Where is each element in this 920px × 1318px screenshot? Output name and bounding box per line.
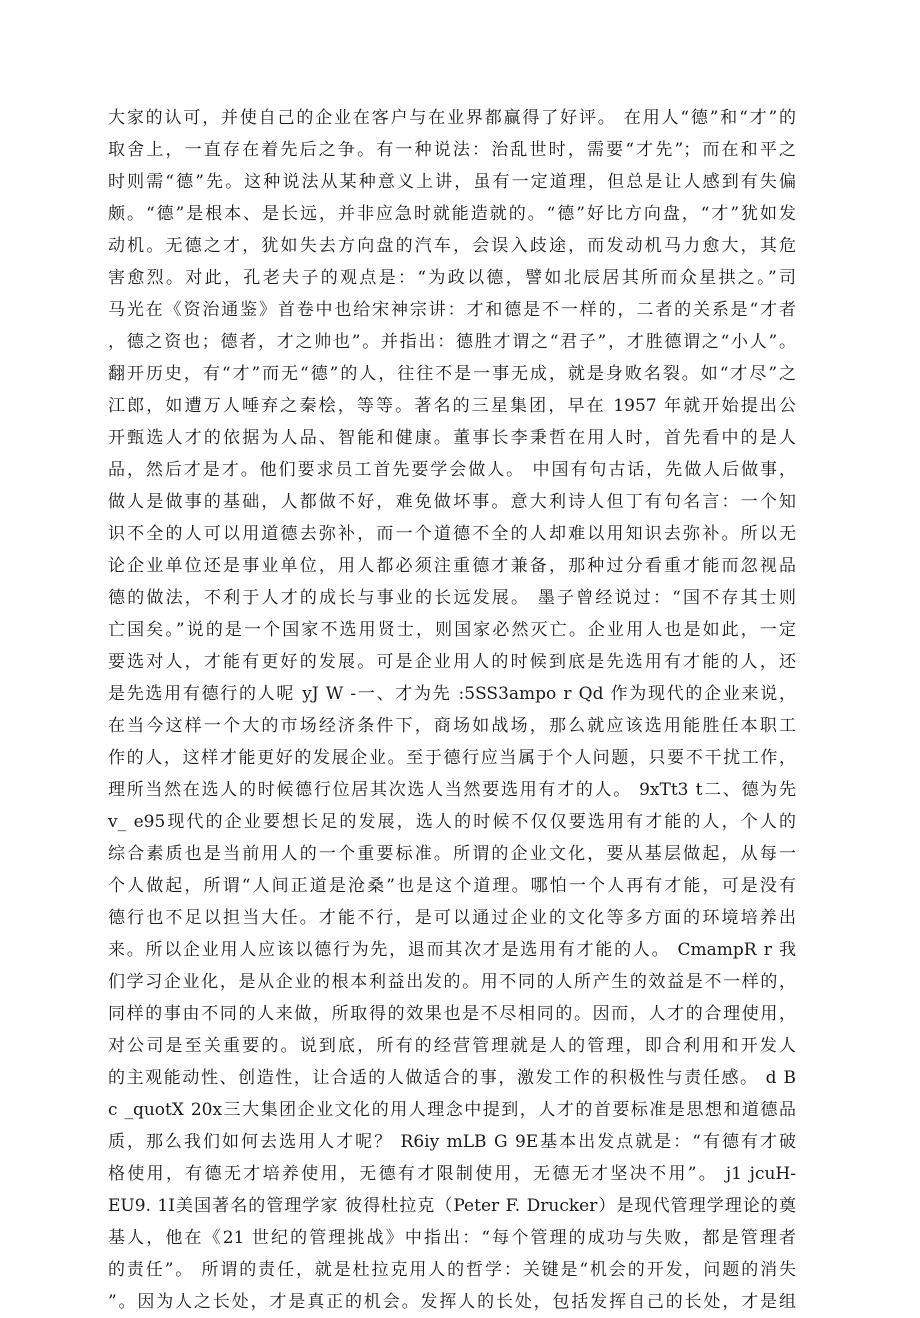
text-line: 论企业单位还是事业单位，用人都必须注重德才兼备，那种过分看重才能而忽视品: [108, 556, 796, 576]
text-line: 质，那么我们如何去选用人才呢？ R6iy mLB G 9E基本出发点就是：“有德有才破: [108, 1132, 796, 1152]
text-line: 来。所以企业用人应该以德行为先，退而其次才是选用有才能的人。 CmampR r 我: [108, 940, 796, 960]
text-line: 要选对人，才能有更好的发展。可是企业用人的时候到底是先选用有才能的人，还: [108, 652, 796, 672]
text-line: 取舍上，一直存在着先后之争。有一种说法：治乱世时，需要“才先”；而在和平之: [108, 140, 796, 160]
text-line: 动机。无德之才，犹如失去方向盘的汽车，会误入歧途，而发动机马力愈大，其危: [108, 236, 796, 256]
text-line: v_ e95现代的企业要想长足的发展，选人的时候不仅仅要选用有才能的人，个人的: [108, 812, 796, 832]
text-line: 亡国矣。”说的是一个国家不选用贤士，则国家必然灭亡。企业用人也是如此，一定: [108, 620, 796, 640]
text-line: 的责任”。 所谓的责任，就是杜拉克用人的哲学：关键是“机会的开发，问题的消失: [108, 1260, 796, 1280]
text-line: 识不全的人可以用道德去弥补，而一个道德不全的人却难以用知识去弥补。所以无: [108, 524, 796, 544]
body-text: [108, 102, 796, 1318]
text-line: 害愈烈。对此，孔老夫子的观点是：“为政以德，譬如北辰居其所而众星拱之。”司: [108, 268, 796, 288]
text-line: 做人是做事的基础，人都做不好，难免做坏事。意大利诗人但丁有句名言：一个知: [108, 492, 796, 512]
text-line: 马光在《资治通鉴》首卷中也给宋神宗讲：才和德是不一样的，二者的关系是“才者: [108, 300, 796, 320]
text-line: 作的人，这样才能更好的发展企业。至于德行应当属于个人问题，只要不干扰工作，: [108, 748, 796, 768]
text-line: 是先选用有德行的人呢 yJ W -一、才为先 :5SS3ampo r Qd 作为现代的企业来说，: [108, 684, 796, 704]
text-line: EU9. 1I美国著名的管理学家 彼得杜拉克（Peter F. Drucker）是现代管理学理论的奠: [108, 1196, 796, 1216]
text-line: 江郎，如遭万人唾弃之秦桧，等等。著名的三星集团，早在 1957 年就开始提出公: [108, 396, 796, 416]
text-line: 大家的认可，并使自己的企业在客户与在业界都赢得了好评。 在用人“德”和“才”的: [108, 108, 796, 128]
text-line: c _quotX 20x三大集团企业文化的用人理念中提到，人才的首要标准是思想和道德品: [108, 1100, 796, 1120]
text-line: 对公司是至关重要的。说到底，所有的经营管理就是人的管理，即合利用和开发人: [108, 1036, 796, 1056]
text-line: ”。因为人之长处，才是真正的机会。发挥人的长处，包括发挥自己的长处，才是组: [108, 1292, 796, 1312]
text-line: 德行也不足以担当大任。才能不行，是可以通过企业的文化等多方面的环境培养出: [108, 908, 796, 928]
text-line: 时则需“德”先。这种说法从某种意义上讲，虽有一定道理，但总是让人感到有失偏: [108, 172, 796, 192]
text-line: 德的做法，不利于人才的成长与事业的长远发展。 墨子曾经说过：“国不存其士则: [108, 588, 796, 608]
text-line: 在当今这样一个大的市场经济条件下，商场如战场，那么就应该选用能胜任本职工: [108, 716, 796, 736]
text-line: 颇。“德”是根本、是长远，并非应急时就能造就的。“德”好比方向盘，“才”犹如发: [108, 204, 796, 224]
text-line: 综合素质也是当前用人的一个重要标准。所谓的企业文化，要从基层做起，从每一: [108, 844, 796, 864]
text-line: 品，然后才是才。他们要求员工首先要学会做人。 中国有句古话，先做人后做事，: [108, 460, 796, 480]
text-line: 基人，他在《21 世纪的管理挑战》中指出：“每个管理的成功与失败，都是管理者: [108, 1228, 796, 1248]
text-line: 翻开历史，有“才”而无“德”的人，往往不是一事无成，就是身败名裂。如“才尽”之: [108, 364, 796, 384]
text-line: 们学习企业化，是从企业的根本利益出发的。用不同的人所产生的效益是不一样的，: [108, 972, 796, 992]
text-line: 同样的事由不同的人来做，所取得的效果也是不尽相同的。因而，人才的合理使用，: [108, 1004, 796, 1024]
text-line: ，德之资也；德者，才之帅也”。并指出：德胜才谓之“君子”，才胜德谓之“小人”。: [108, 332, 796, 352]
text-line: 个人做起，所谓“人间正道是沧桑”也是这个道理。哪怕一个人再有才能，可是没有: [108, 876, 796, 896]
text-line: 格使用，有德无才培养使用，无德有才限制使用，无德无才坚决不用”。 j1 jcuH-: [108, 1164, 796, 1184]
text-line: 理所当然在选人的时候德行位居其次选人当然要选用有才的人。 9xTt3 t二、德为先: [108, 780, 796, 800]
text-line: 的主观能动性、创造性，让合适的人做适合的事，激发工作的积极性与责任感。 d B: [108, 1068, 796, 1088]
text-line: 开甄选人才的依据为人品、智能和健康。董事长李秉哲在用人时，首先看中的是人: [108, 428, 796, 448]
